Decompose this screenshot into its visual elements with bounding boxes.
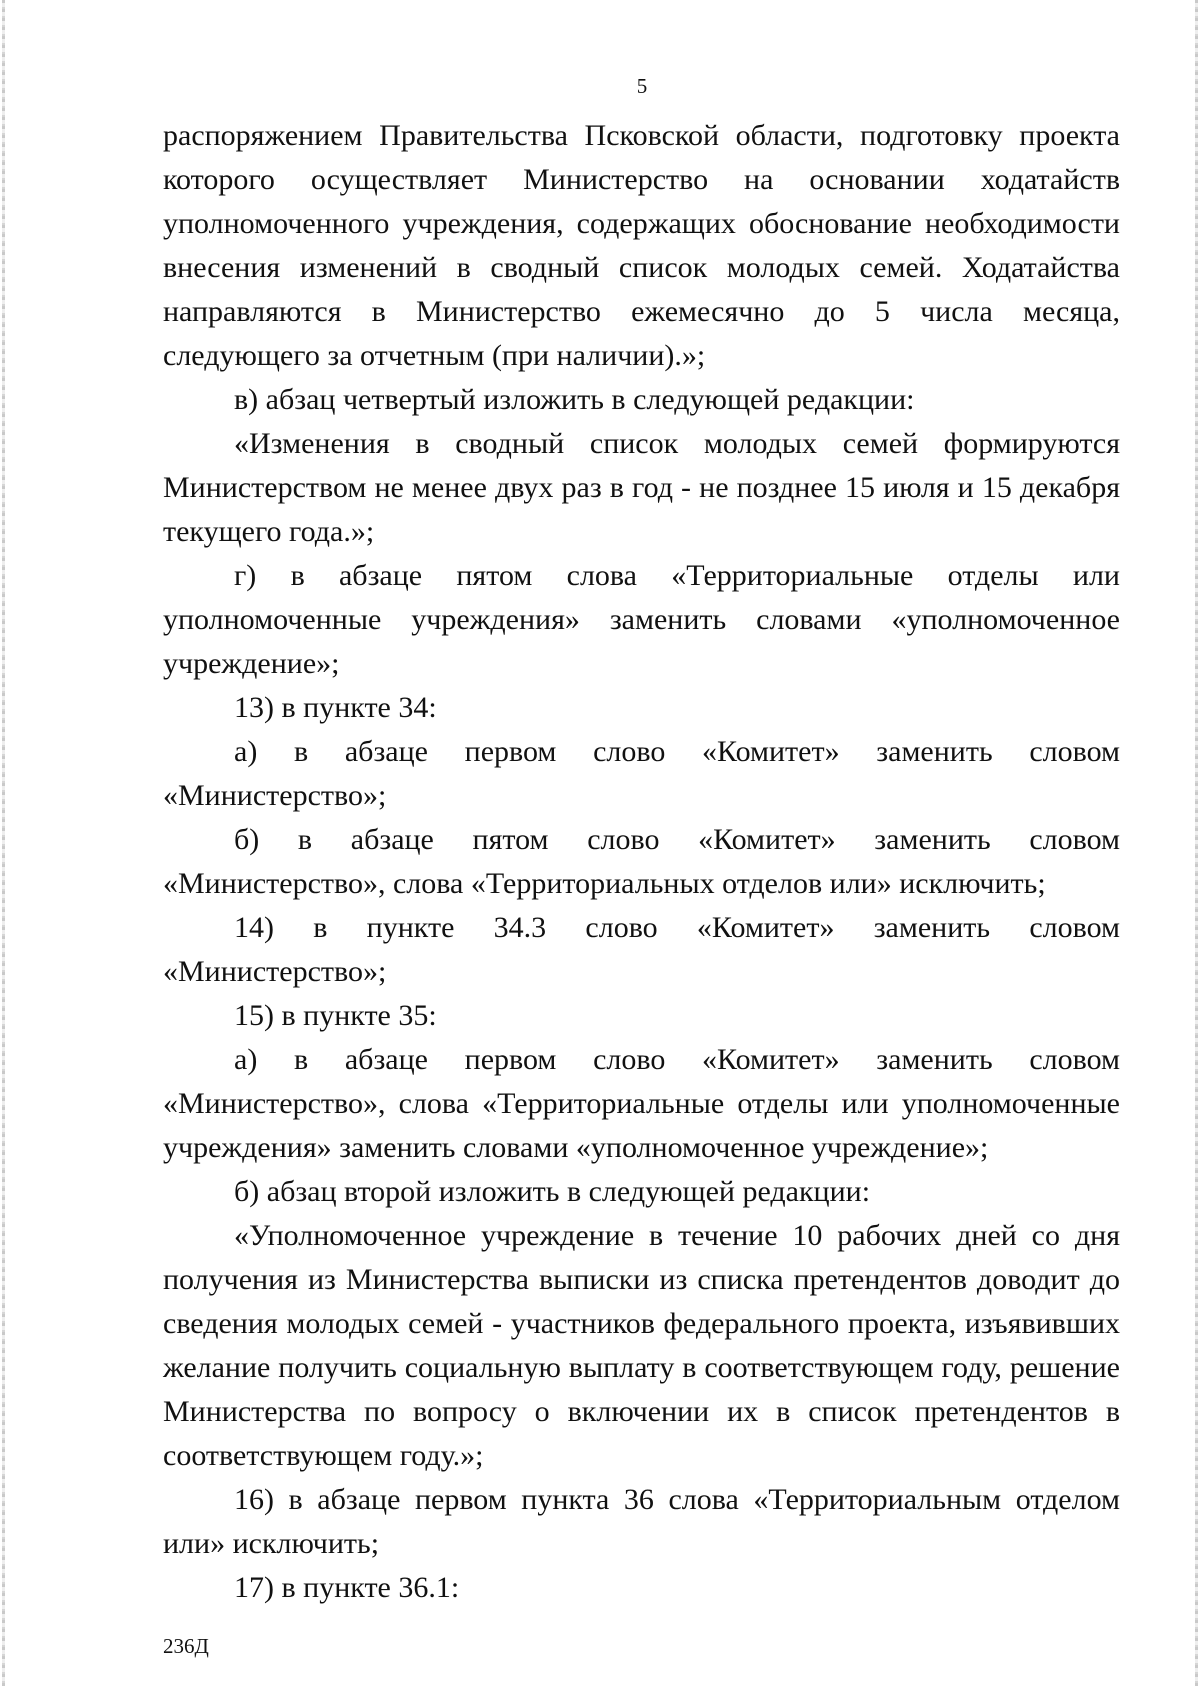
page-number: 5 [636, 74, 648, 98]
scan-edge-left [2, 0, 5, 1686]
paragraph-item-g: г) в абзаце пятом слова «Территориальные отделы или уполномоченные учреждения» заменить словами «уполномоченное учреждение»; [163, 559, 1120, 680]
paragraph-item-v: в) абзац четвертый изложить в следующей редакции: [234, 383, 915, 416]
scan-edge-right [1195, 0, 1198, 1686]
paragraph-quote-changes: «Изменения в сводный список молодых семей формируются Министерством не менее двух раз в год - не позднее 15 июля и 15 декабря текущего года.»; [163, 427, 1120, 548]
paragraph-point-17: 17) в пункте 36.1: [234, 1571, 460, 1604]
paragraph-point-13: 13) в пункте 34: [234, 691, 437, 724]
document-code: 236Д [163, 1634, 209, 1658]
paragraph-point-13-a: а) в абзаце первом слово «Комитет» заменить словом «Министерство»; [163, 735, 1120, 812]
document-body [163, 114, 1120, 1610]
paragraph-point-15-b: б) абзац второй изложить в следующей редакции: [234, 1175, 871, 1208]
paragraph-point-16: 16) в абзаце первом пункта 36 слова «Территориальным отделом или» исключить; [163, 1483, 1120, 1560]
paragraph-point-13-b: б) в абзаце пятом слово «Комитет» заменить словом «Министерство», слова «Территориальных отделов или» исключить; [163, 823, 1120, 900]
paragraph-point-15-a: а) в абзаце первом слово «Комитет» заменить словом «Министерство», слова «Территориальные отделы или уполномоченные учреждения» заменить словами «уполномоченное учреждение»; [163, 1043, 1120, 1164]
paragraph-point-15: 15) в пункте 35: [234, 999, 437, 1032]
paragraph-quote-authorized: «Уполномоченное учреждение в течение 10 рабочих дней со дня получения из Министерства выписки из списка претендентов доводит до сведения молодых семей - участников федерального проекта, изъявивших желание получить социальную выплату в соответствующем году, решение Министерства по вопросу о включении их в список претендентов в соответствующем году.»; [163, 1219, 1120, 1472]
paragraph-continuation: распоряжением Правительства Псковской области, подготовку проекта которого осуществляет Министерство на основании ходатайств уполномоченного учреждения, содержащих обоснование необходимости внесения изменений в сводный список молодых семей. Ходатайства направляются в Министерство ежемесячно до 5 числа месяца, следующего за отчетным (при наличии).»; [163, 119, 1120, 372]
paragraph-point-14: 14) в пункте 34.3 слово «Комитет» заменить словом «Министерство»; [163, 911, 1120, 988]
